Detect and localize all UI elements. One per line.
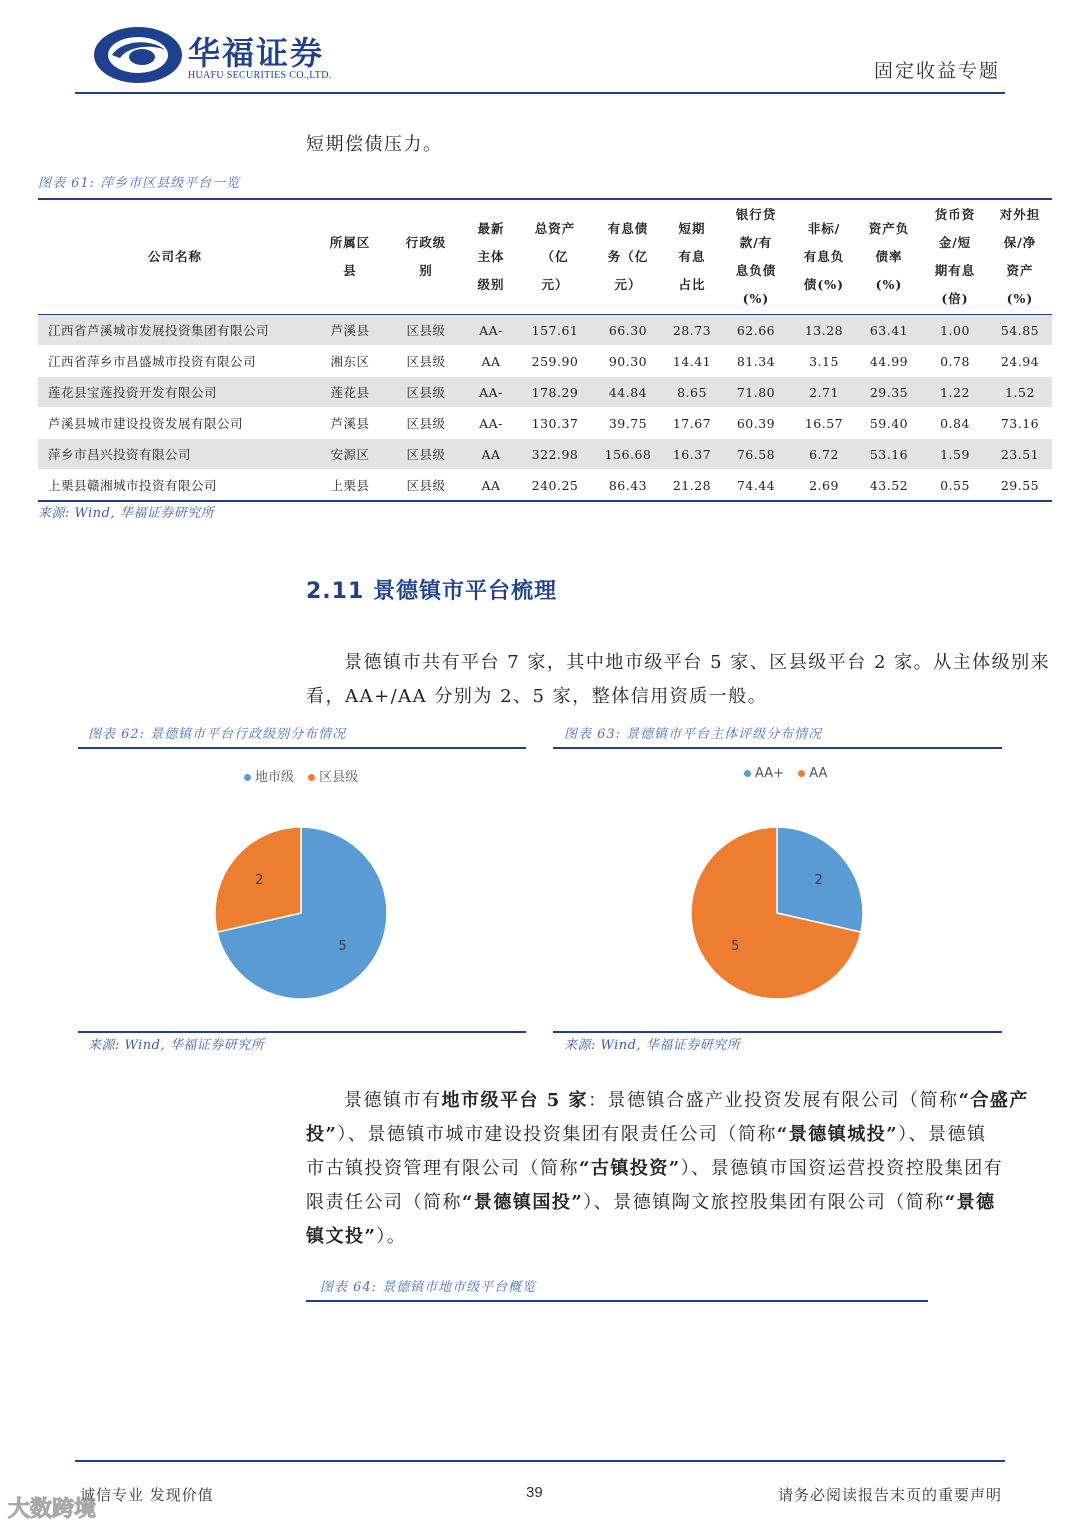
legend-label: 区县级 [319,770,359,785]
cell: AA [464,346,518,377]
figure-62-caption: 图表 62: 景德镇市平台行政级别分布情况 [88,727,347,742]
table-row [38,346,1052,377]
figure-63-legend [744,766,827,781]
figure-63-caption: 图表 63: 景德镇市平台主体评级分布情况 [564,727,823,742]
table-row [38,377,1052,408]
cell: 14.41 [664,346,720,377]
logo-mark-icon [92,24,184,86]
cell: 259.90 [518,346,592,377]
cell: 13.28 [792,315,856,346]
cell: 1.52 [988,377,1052,408]
cell: AA- [464,315,518,346]
figure-63-bottom-rule [553,1031,1002,1033]
cell: 区县级 [388,408,464,439]
cell: 86.43 [592,470,664,502]
para2-line2: 投”）、景德镇市城市建设投资集团有限责任公司（简称“景德镇城投”）、景德镇 [306,1124,987,1145]
col-company-name: 公司名称 [147,249,202,264]
figure-62-top-rule [78,747,526,749]
cell: 2.71 [792,377,856,408]
cell: 21.28 [664,470,720,502]
cell: 3.15 [792,346,856,377]
cell: 17.67 [664,408,720,439]
figure-64-caption: 图表 64: 景德镇市地市级平台概览 [320,1280,537,1295]
figure-61-caption: 图表 61: 萍乡市区县级平台一览 [38,176,241,191]
cell: 81.34 [720,346,792,377]
figure-62-pie-chart [196,808,406,1018]
cell: 安源区 [312,439,388,470]
cell: 24.94 [988,346,1052,377]
cell: 2.69 [792,470,856,502]
table-row [38,408,1052,439]
footer-slogan: 诚信专业 发现价值 [80,1486,214,1504]
table-row [38,439,1052,470]
cell: 区县级 [388,315,464,346]
cell: 39.75 [592,408,664,439]
cell: 76.58 [720,439,792,470]
legend-label: 地市级 [255,770,295,785]
header-divider [75,92,1005,94]
cell: 73.16 [988,408,1052,439]
table-header-row [38,199,1052,315]
cell: 上栗县赣湘城市投资有限公司 [38,470,312,502]
cell: 芦溪县 [312,315,388,346]
legend-swatch [244,774,251,781]
col-total-assets: 总资产（亿元） [534,221,576,292]
cell: 63.41 [856,315,922,346]
section-title: 2.11 景德镇市平台梳理 [306,579,557,604]
col-admin-level: 行政级别 [405,235,447,278]
cell: 1.00 [922,315,988,346]
watermark: 大数跨境 [8,1497,97,1522]
cell: AA- [464,408,518,439]
cell: 莲花县宝莲投资开发有限公司 [38,377,312,408]
cell: 44.84 [592,377,664,408]
figure-63-top-rule [553,747,1002,749]
col-interest-debt: 有息债务（亿元） [607,221,649,292]
legend-swatch [744,770,751,777]
cell: 0.84 [922,408,988,439]
cell: 44.99 [856,346,922,377]
legend-swatch [308,774,315,781]
para2-line5: 镇文投”）。 [306,1226,407,1247]
cell: 区县级 [388,346,464,377]
legend-item-prefecture [244,770,294,785]
cell: 莲花县 [312,377,388,408]
col-nonstandard-ratio: 非标/有息负债(%) [803,221,845,292]
cell: 90.30 [592,346,664,377]
col-short-term-ratio: 短期有息占比 [678,221,706,292]
cell: 上栗县 [312,470,388,502]
legend-item-aa [798,766,827,781]
legend-swatch [798,770,805,777]
cell: 区县级 [388,377,464,408]
section-para-line1: 景德镇市共有平台 7 家，其中地市级平台 5 家、区县级平台 2 家。从主体级别来 [344,652,1051,673]
cell: 28.73 [664,315,720,346]
cell: 29.55 [988,470,1052,502]
section-para-line2: 看，AA+/AA 分别为 2、5 家，整体信用资质一般。 [306,686,768,707]
cell: 60.39 [720,408,792,439]
legend-label: AA [809,766,828,781]
figure-61-source: 来源: Wind, 华福证券研究所 [38,506,215,521]
cell: 萍乡市昌兴投资有限公司 [38,439,312,470]
cell: 湘东区 [312,346,388,377]
cell: 130.37 [518,408,592,439]
logo-chinese-name: 华福证券 [188,34,325,72]
cell: 322.98 [518,439,592,470]
cell: 区县级 [388,439,464,470]
figure-62-legend [244,766,358,785]
cell: 23.51 [988,439,1052,470]
legend-label: AA+ [755,766,785,781]
cell: 53.16 [856,439,922,470]
cell: 178.29 [518,377,592,408]
col-debt-asset-ratio: 资产负债率(%) [868,221,910,292]
figure-62-bottom-rule [78,1031,526,1033]
cell: 1.59 [922,439,988,470]
cell: 66.30 [592,315,664,346]
cell: 43.52 [856,470,922,502]
logo-english-name: HUAFU SECURITIES CO.,LTD. [188,70,332,81]
para2-line4: 限责任公司（简称“景德镇国投”）、景德镇陶文旅控股集团有限公司（简称“景德 [306,1192,996,1213]
para2-line1: 景德镇市有地市级平台 5 家：景德镇合盛产业投资发展有限公司（简称“合盛产 [344,1090,1029,1111]
col-cash-ratio: 货币资金/短期有息(倍) [934,207,976,306]
cell: 71.80 [720,377,792,408]
report-type: 固定收益专题 [873,60,1000,82]
pie-data-label-prefecture: 5 [338,939,347,955]
cell: 江西省芦溪城市发展投资集团有限公司 [38,315,312,346]
cell: 6.72 [792,439,856,470]
cell: 59.40 [856,408,922,439]
cell: 江西省萍乡市昌盛城市投资有限公司 [38,346,312,377]
col-district: 所属区县 [329,235,371,278]
cell: 156.68 [592,439,664,470]
para2-line3: 市古镇投资管理有限公司（简称“古镇投资”）、景德镇市国资运营投资控股集团有 [306,1158,1004,1179]
intro-line: 短期偿债压力。 [306,134,443,155]
cell: 240.25 [518,470,592,502]
col-guarantee-ratio: 对外担保/净资产(%) [999,207,1041,306]
cell: 8.65 [664,377,720,408]
cell: 芦溪县城市建设投资发展有限公司 [38,408,312,439]
cell: 芦溪县 [312,408,388,439]
cell: 54.85 [988,315,1052,346]
pie-data-label-aa-plus: 2 [814,872,823,888]
figure-63-pie-chart [672,808,882,1018]
cell: 0.55 [922,470,988,502]
footer-divider [75,1460,1005,1462]
cell: 74.44 [720,470,792,502]
cell: 157.61 [518,315,592,346]
footer-disclaimer: 请务必阅读报告末页的重要声明 [777,1486,1002,1504]
table-row [38,470,1052,502]
figure-63-source: 来源: Wind, 华福证券研究所 [564,1038,741,1053]
table-row [38,315,1052,346]
company-logo [92,24,362,86]
cell: 16.37 [664,439,720,470]
cell: 0.78 [922,346,988,377]
cell: 16.57 [792,408,856,439]
cell: AA [464,470,518,502]
legend-item-aa-plus [744,766,784,781]
cell: 62.66 [720,315,792,346]
pie-data-label-aa: 5 [731,939,740,955]
pie-data-label-county: 2 [255,872,264,888]
figure-64-rule [306,1300,928,1302]
cell: 区县级 [388,470,464,502]
figure-62-source: 来源: Wind, 华福证券研究所 [88,1038,265,1053]
cell: 29.35 [856,377,922,408]
figure-61-table [38,198,1052,502]
legend-item-county [308,770,358,785]
cell: 1.22 [922,377,988,408]
page-number: 39 [526,1484,543,1501]
cell: AA- [464,377,518,408]
cell: AA [464,439,518,470]
col-bank-loan-ratio: 银行贷款/有息负债(%) [735,207,777,306]
col-rating: 最新主体级别 [477,221,505,292]
